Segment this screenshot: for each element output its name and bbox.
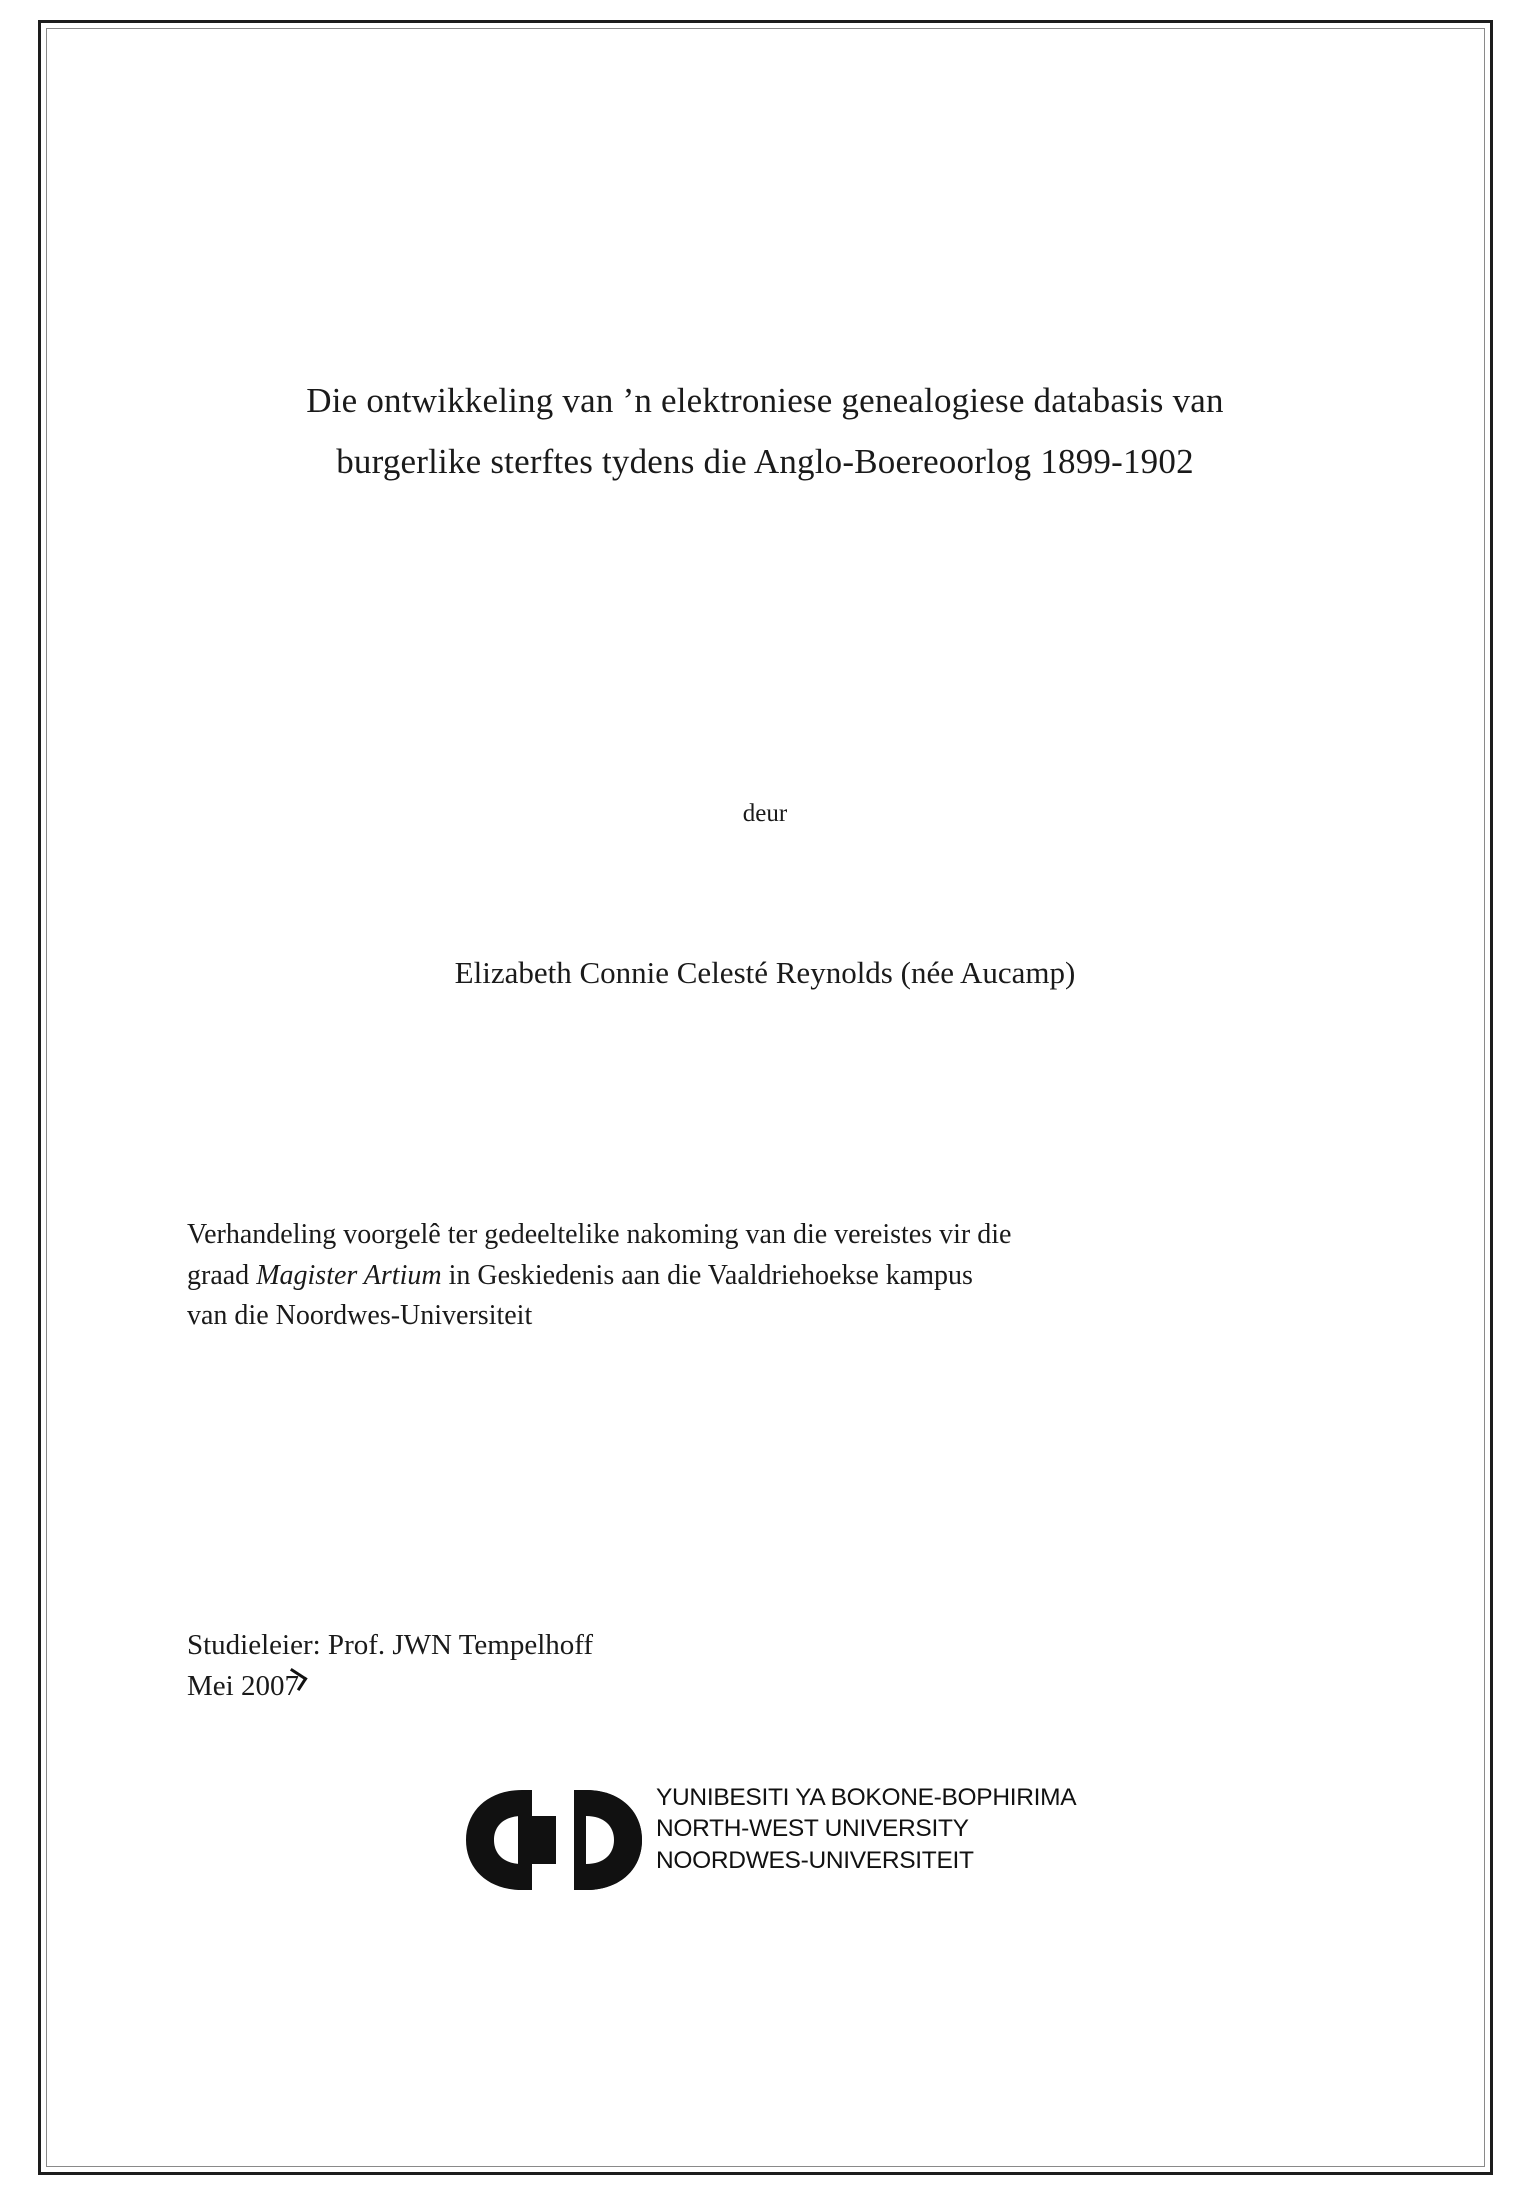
author-name: Elizabeth Connie Celesté Reynolds (née Aucamp) (454, 955, 1076, 990)
title-line-1: Die ontwikkeling van ’n elektroniese genealogiese databasis van (306, 381, 1224, 420)
university-name-english: NORTH-WEST UNIVERSITY (656, 1815, 969, 1843)
degree-name: Magister Artium (256, 1259, 442, 1291)
university-name-tswana: YUNIBESITI YA BOKONE-BOPHIRIMA (656, 1784, 1077, 1811)
supervisor-block (187, 1625, 1087, 1707)
university-name (656, 1782, 1076, 1876)
nwu-logo-icon (460, 1786, 645, 1894)
university-logo (460, 1780, 1100, 1900)
degree-statement-line-1: Verhandeling voorgelê ter gedeeltelike nakoming van die vereistes vir die (187, 1219, 1012, 1250)
by-label: deur (742, 800, 788, 827)
university-name-afrikaans: NOORDWES-UNIVERSITEIT (656, 1846, 974, 1874)
date-line (187, 1666, 1087, 1707)
page-content (185, 0, 1345, 2206)
title-line-2: burgerlike sterftes tydens die Anglo-Boereoorlog 1899-1902 (336, 442, 1194, 482)
degree-statement (187, 1215, 1335, 1337)
degree-statement-line-2 (187, 1256, 1335, 1297)
degree-statement-line-2-post: in Geskiedenis aan die Vaaldriehoekse kampus (441, 1259, 973, 1291)
page-title (185, 370, 1345, 493)
degree-statement-line-2-pre: graad (187, 1259, 257, 1291)
supervisor-line: Studieleier: Prof. JWN Tempelhoff (187, 1629, 594, 1661)
date-text: Mei 2007 (187, 1670, 299, 1703)
degree-statement-line-3: van die Noordwes-Universiteit (187, 1300, 533, 1332)
